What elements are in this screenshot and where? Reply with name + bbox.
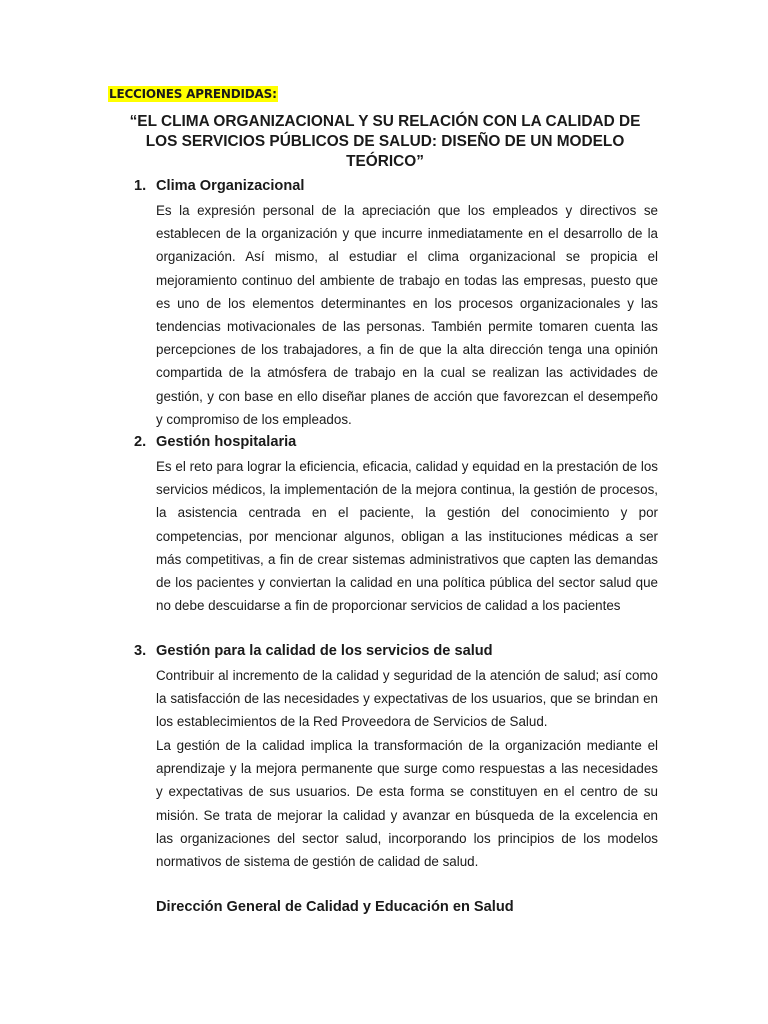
section-2-paragraph: Es el reto para lograr la eficiencia, eficacia, calidad y equidad en la prestación de los servicios médicos, la implementación de la mejora continua, la gestión de procesos, la asistencia centrada en el paciente, la gestión del conocimiento y por competencias, por mencionar algunos, obligan a las instituciones médicas a ser más competitivas, a fin de crear sistemas administrativos que capten las demandas de los pacientes y conviertan la calidad en una política pública del sector salud que no debe descuidarse a fin de proporcionar servicios de calidad a los pacientes	[156, 459, 658, 614]
lessons-learned-label: LECCIONES APRENDIDAS:	[109, 87, 277, 101]
section-3-paragraph-1: Contribuir al incremento de la calidad y seguridad de la atención de salud; así como la satisfacción de las necesidades y expectativas de los usuarios, que se brindan en los establecimientos de la Red Proveedora de Servicios de Salud.	[156, 668, 658, 730]
section-2-title: Gestión hospitalaria	[156, 434, 297, 450]
section-2-heading	[134, 432, 296, 452]
section-2-number: 2.	[134, 434, 147, 450]
section-1-paragraph: Es la expresión personal de la apreciación que los empleados y directivos se establecen de la organización y que incurre inmediatamente en el desarrollo de la organización. Así mismo, al estudiar el clima organizacional se propicia el mejoramiento continuo del ambiente de trabajo en todas las empresas, puesto que es uno de los elementos determinantes en los procesos organizacionales y las tendencias motivacionales de las personas. También permite tomaren cuenta las percepciones de los trabajadores, a fin de que la alta dirección tenga una opinión compartida de la atmósfera de trabajo en la cual se realizan las actividades de gestión, y con base en ello diseñar planes de acción que favorezcan el desempeño y compromiso de los empleados.	[156, 203, 658, 427]
section-3-heading	[134, 641, 493, 661]
section-3-number: 3.	[134, 643, 147, 659]
section-1-number: 1.	[134, 178, 147, 194]
document-title: “EL CLIMA ORGANIZACIONAL Y SU RELACIÓN CON LA CALIDAD DE LOS SERVICIOS PÚBLICOS DE SALUD: DISEÑO DE UN MODELO TEÓRICO”	[129, 113, 641, 170]
section-1-heading	[134, 176, 304, 196]
section-3-paragraph-2: La gestión de la calidad implica la transformación de la organización mediante el aprendizaje y la mejora permanente que surge como respuestas a las necesidades y expectativas de sus usuarios. De esta forma se constituyen en el centro de su misión. Se trata de mejorar la calidad y avanzar en búsqueda de la excelencia en las organizaciones del sector salud, incorporando los principios de los modelos normativos de sistema de gestión de calidad de salud.	[156, 738, 658, 870]
subheading-direccion-general: Dirección General de Calidad y Educación en Salud	[156, 899, 514, 915]
section-1-title: Clima Organizacional	[156, 178, 305, 194]
section-3-title: Gestión para la calidad de los servicios de salud	[156, 643, 493, 659]
